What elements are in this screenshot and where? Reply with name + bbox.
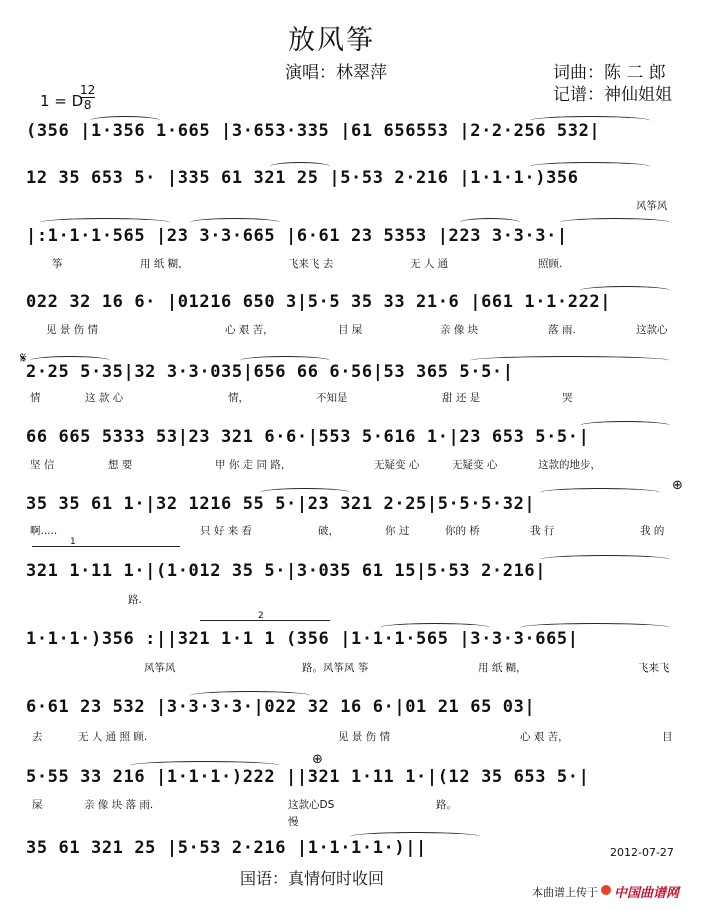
lyric: 见 景 伤 情 (338, 731, 391, 743)
lyric: 亲 像 块 落 雨. (84, 799, 154, 811)
song-label: 国语：真情何时收回 (240, 869, 385, 888)
lyric: 你 过 (385, 525, 410, 537)
slur (580, 286, 670, 295)
lyric: 甲 你 走 同 路， (215, 459, 292, 471)
lyric: 情 (30, 392, 41, 404)
coda-icon: ⊕ (312, 752, 323, 767)
slur (380, 623, 490, 632)
slur (350, 832, 480, 841)
slur (40, 218, 170, 227)
lyric: 照顾. (538, 258, 563, 270)
lyric: 甜 还 是 (442, 392, 481, 404)
lyric: 我 的 (640, 525, 665, 537)
notation-row-5: 2·25 5·35|32 3·3·035|656 66 6·56|53 365 5·5·| (26, 362, 514, 382)
lyric: 心 艰 苦， (225, 324, 274, 336)
lyric: 去 (32, 731, 43, 743)
volta-bracket-1 (32, 546, 180, 547)
meter-numerator: 12 (80, 83, 96, 97)
lyric: 你的 桥 (445, 525, 480, 537)
volta-bracket-2 (200, 620, 330, 621)
composer-credit: 词曲：陈 二 郎 (553, 63, 666, 83)
lyric: 不知是 (316, 392, 348, 404)
lyric: 见 景 伤 情 (46, 324, 99, 336)
notation-row-12: 35 61 321 25 |5·53 2·216 |1·1·1·1·)|| (26, 838, 427, 858)
lyric: 无 人 通 照 顾. (78, 731, 148, 743)
lyric: 我 行 (530, 525, 555, 537)
notation-row-6: 66 665 5333 53|23 321 6·6·|553 5·616 1·|23 653 5·5·| (26, 427, 590, 447)
slur (260, 488, 350, 497)
singer-credit: 演唱：林翠萍 (285, 63, 387, 83)
lyric: 只 好 来 看 (200, 525, 253, 537)
lyric-line-2: 风筝风 (636, 200, 668, 212)
lyric: 啊..... (30, 525, 58, 537)
transcriber-credit: 记谱：神仙姐姐 (553, 85, 672, 105)
tempo-marking: 慢 (288, 816, 299, 828)
lyric: 路. (128, 594, 142, 606)
slur (90, 116, 160, 125)
lyric: 飞来飞 去 (288, 258, 334, 270)
slur (130, 761, 280, 770)
slur (520, 623, 670, 632)
meter-denominator: 8 (83, 98, 92, 112)
lyric: 心 艰 苦， (520, 731, 569, 743)
lyric: 无疑变 心 (374, 459, 420, 471)
slur (540, 555, 670, 564)
lyric: 这款心 (636, 324, 668, 336)
lyric: 无疑变 心 (452, 459, 498, 471)
lyric: 亲 像 块 (440, 324, 479, 336)
lyric: 这款心DS (288, 799, 335, 811)
notation-row-4: 022 32 16 6· |01216 650 3|5·5 35 33 21·6 |661 1·1·222| (26, 292, 612, 312)
lyric: 情， (228, 392, 249, 404)
lyric: 用 纸 糊， (478, 662, 527, 674)
notation-row-7: 35 35 61 1·|32 1216 55 5·|23 321 2·25|5·5·5·32| (26, 494, 536, 514)
notation-row-9: 1·1·1·)356 :||321 1·1 1 (356 |1·1·1·565 |3·3·3·665| (26, 629, 579, 649)
notation-row-2: 12 35 653 5· |335 61 321 25 |5·53 2·216 |1·1·1·)356 (26, 168, 579, 188)
lyric: 无 人 通 (410, 258, 449, 270)
slur (530, 116, 650, 125)
lyric: 用 纸 糊， (140, 258, 189, 270)
lyric: 哭 (562, 392, 573, 404)
lyric: 坚 信 (30, 459, 55, 471)
slur (190, 218, 280, 227)
slur (30, 356, 110, 365)
coda-icon: ⊕ (672, 478, 683, 493)
lyric: 目 屎 (338, 324, 363, 336)
slur (580, 421, 670, 430)
lyric: 落 雨. (548, 324, 576, 336)
slur (540, 488, 660, 497)
segno-icon: 𝄋 (20, 349, 27, 367)
slur (530, 162, 650, 171)
notation-row-11: 5·55 33 216 |1·1·1·)222 ||321 1·11 1·|(12 35 653 5·| (26, 767, 590, 787)
lyric: 筝 (52, 258, 63, 270)
notation-row-10: 6·61 23 532 |3·3·3·3·|022 32 16 6·|01 21 65 03| (26, 697, 536, 717)
site-logo-icon (601, 885, 611, 895)
lyric: 路。 (436, 799, 457, 811)
site-logo[interactable]: 中国曲谱网 (614, 886, 680, 901)
volta-number-2: 2 (258, 611, 264, 621)
key-signature: 1 = D (40, 92, 84, 110)
slur (190, 691, 310, 700)
slur (460, 218, 520, 227)
slur (240, 356, 330, 365)
upload-note: 本曲谱上传于 (532, 886, 598, 899)
lyric: 想 要 (108, 459, 133, 471)
lyric: 这 款 心 (85, 392, 124, 404)
slur (470, 356, 670, 365)
lyric: 目 (662, 731, 673, 743)
score-title: 放风筝 (288, 25, 375, 56)
lyric: 屎 (32, 799, 43, 811)
slur (270, 162, 330, 171)
lyric: 破， (318, 525, 339, 537)
lyric: 这款的地步， (538, 459, 601, 471)
time-signature (80, 84, 95, 111)
date-stamp: 2012-07-27 (610, 846, 674, 859)
lyric: 路。风筝风 筝 (302, 662, 369, 674)
lyric: 飞来飞 (638, 662, 670, 674)
lyric: 风筝风 (144, 662, 176, 674)
notation-row-3: |:1·1·1·565 |23 3·3·665 |6·61 23 5353 |223 3·3·3·| (26, 226, 568, 246)
notation-row-1: (356 |1·356 1·665 |3·653·335 |61 656553 |2·2·256 532| (26, 121, 601, 141)
slur (560, 218, 670, 227)
volta-number-1: 1 (70, 537, 76, 547)
notation-row-8: 321 1·11 1·|(1·012 35 5·|3·035 61 15|5·53 2·216| (26, 561, 547, 581)
